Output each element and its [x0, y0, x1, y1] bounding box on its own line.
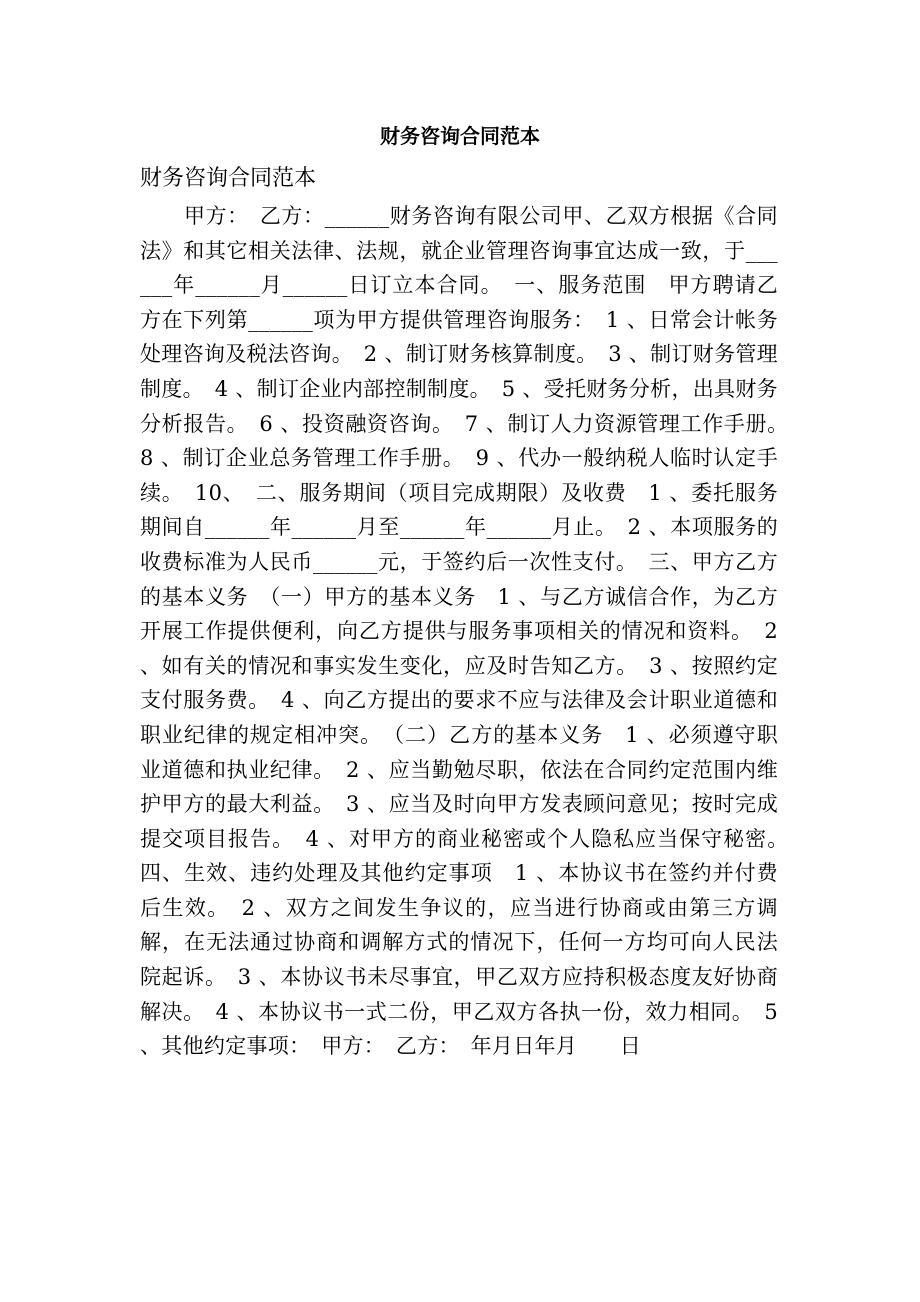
document-title: 财务咨询合同范本	[380, 124, 540, 148]
contract-body: 甲方： 乙方：______财务咨询有限公司甲、乙双方根据《合同法》和其它相关法律、法规，就企业管理咨询事宜达成一致，于______年______月______日订立本合同。 一、服务范围 甲方聘请乙方在下列第______项为甲方提供管理咨询服务： 1 、日常会计帐务处理咨询及税法咨询。 2 、制订财务核算制度。 3 、制订财务管理制度。 4 、制订企业内部控制制度。 5 、受托财务分析，出具财务分析报告。 6 、投资融资咨询。 7 、制订人力资源管理工作手册。 8 、制订企业总务管理工作手册。 9 、代办一般纳税人临时认定手续。 10、 二、服务期间（项目完成期限）及收费 1 、委托服务期间自______年______月至______年______月止。 2 、本项服务的收费标准为人民币______元，于签约后一次性支付。 三、甲方乙方的基本义务 （一）甲方的基本义务 1 、与乙方诚信合作，为乙方开展工作提供便利，向乙方提供与服务事项相关的情况和资料。 2 、如有关的情况和事实发生变化，应及时告知乙方。 3 、按照约定支付服务费。 4 、向乙方提出的要求不应与法律及会计职业道德和职业纪律的规定相冲突。 （二）乙方的基本义务 1 、必须遵守职业道德和执业纪律。 2 、应当勤勉尽职，依法在合同约定范围内维护甲方的最大利益。 3 、应当及时向甲方发表顾问意见；按时完成提交项目报告。 4 、对甲方的商业秘密或个人隐私应当保守秘密。 四、生效、违约处理及其他约定事项 1 、本协议书在签约并付费后生效。 2 、双方之间发生争议的，应当进行协商或由第三方调解，在无法通过协商和调解方式的情况下，任何一方均可向人民法院起诉。 3 、本协议书未尽事宜，甲乙双方应持积极态度友好协商解决。 4 、本协议书一式二份，甲乙双方各执一份，效力相同。 5 、其他约定事项： 甲方： 乙方： 年月日年月 日	[140, 204, 800, 1059]
document-subtitle: 财务咨询合同范本	[140, 166, 317, 191]
